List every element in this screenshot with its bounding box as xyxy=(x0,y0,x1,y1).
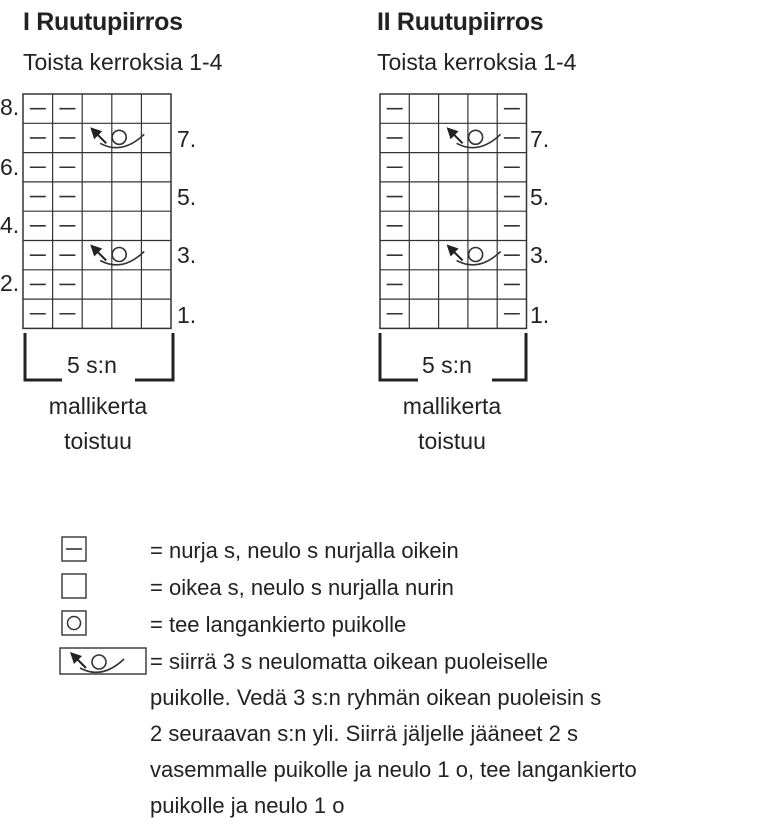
chart-2-cable-symbol xyxy=(447,245,501,265)
chart-1-repeat-bracket-right xyxy=(135,333,173,380)
chart-1-row-label-8: 8. xyxy=(0,94,20,120)
chart-1-cable-symbol xyxy=(90,127,144,147)
legend-text-knit: = oikea s, neulo s nurjalla nurin xyxy=(150,575,454,600)
legend-text-cable-line4: vasemmalle puikolle ja neulo 1 o, tee langankierto xyxy=(150,757,637,782)
chart-1-cable-symbol xyxy=(90,245,144,265)
chart-1-subtitle: Toista kerroksia 1-4 xyxy=(23,49,223,75)
chart-2-caption-line2: toistuu xyxy=(418,428,486,454)
chart-2-repeat-bracket-right xyxy=(492,333,526,380)
chart-2-repeat-label: 5 s:n xyxy=(422,352,472,378)
chart-2-row-label-3: 3. xyxy=(530,242,550,268)
chart-2-row-label-5: 5. xyxy=(530,184,550,210)
chart-1-row-label-3: 3. xyxy=(177,242,197,268)
chart-2-repeat-bracket-left xyxy=(380,333,418,380)
chart-1-row-label-1: 1. xyxy=(177,302,197,328)
chart-1-repeat-label: 5 s:n xyxy=(67,352,117,378)
legend-text-cable: = siirrä 3 s neulomatta oikean puoleiselle xyxy=(150,649,549,674)
chart-1-title: I Ruutupiirros xyxy=(23,8,183,36)
legend-cable-box xyxy=(60,648,146,674)
chart-1-caption-line1: mallikerta xyxy=(48,393,148,419)
chart-1-repeat-bracket-left xyxy=(25,333,62,380)
chart-1-row-label-7: 7. xyxy=(177,126,197,152)
legend-text-purl: = nurja s, neulo s nurjalla oikein xyxy=(150,538,459,563)
legend-cable-symbol xyxy=(70,652,124,672)
chart-1-row-label-2: 2. xyxy=(0,270,20,296)
legend-yarn-over-box xyxy=(62,611,86,635)
legend-text-cable-line5: puikolle ja neulo 1 o xyxy=(150,793,345,818)
chart-1-row-label-4: 4. xyxy=(0,212,20,238)
chart-2-caption-line1: mallikerta xyxy=(402,393,502,419)
chart-2-row-label-7: 7. xyxy=(530,126,550,152)
chart-2-cable-symbol xyxy=(447,127,501,147)
chart-2-title: II Ruutupiirros xyxy=(377,8,544,36)
chart-1-caption-line2: toistuu xyxy=(64,428,132,454)
chart-1-row-label-5: 5. xyxy=(177,184,197,210)
legend-yarn-over-circle xyxy=(68,617,81,630)
chart-1-row-label-6: 6. xyxy=(0,154,20,180)
chart-2-row-label-1: 1. xyxy=(530,302,550,328)
legend-knit-box xyxy=(62,574,86,598)
legend-text-yarn-over: = tee langankierto puikolle xyxy=(150,612,407,637)
chart-2-subtitle: Toista kerroksia 1-4 xyxy=(377,49,577,75)
legend-text-cable-line3: 2 seuraavan s:n yli. Siirrä jäljelle jääneet 2 s xyxy=(150,721,579,746)
legend-text-cable-line2: puikolle. Vedä 3 s:n ryhmän oikean puoleisin s xyxy=(150,685,602,710)
